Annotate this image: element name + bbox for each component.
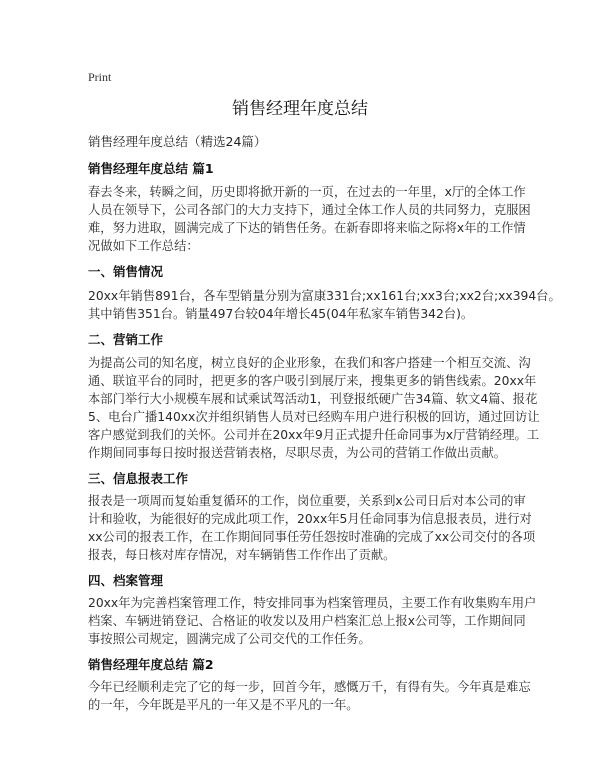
article-1-heading: 销售经理年度总结 篇1 xyxy=(88,161,214,176)
text-line: 人员在领导下，公司各部门的大力支持下，通过全体工作人员的共同努力，克服困 xyxy=(88,203,531,217)
section-reports-heading: 三、信息报表工作 xyxy=(88,471,189,486)
article-1-intro xyxy=(88,183,531,255)
text-line: 本部门举行大小规模车展和试乘试驾活动1，刊登报纸硬广告34篇、软文4篇、报花 xyxy=(88,392,538,406)
text-line: 为提高公司的知名度，树立良好的企业形象，在我们和客户搭建一个相互交流、沟 xyxy=(88,356,531,370)
text-line: xx公司的报表工作，在工作期间同事任劳任怨按时准确的完成了xx公司交付的各项 xyxy=(88,530,536,544)
text-line: 5、电台广播140xx次并组织销售人员对已经购车用户进行积极的回访，通过回访让 xyxy=(88,410,540,424)
section-sales-text xyxy=(88,287,561,323)
section-archive-heading: 四、档案管理 xyxy=(88,573,164,588)
text-line: 报表是一项周而复始重复循环的工作，岗位重要，关系到x公司日后对本公司的审 xyxy=(88,494,526,508)
text-line: 春去冬来，转瞬之间，历史即将掀开新的一页，在过去的一年里，x厅的全体工作 xyxy=(88,185,526,199)
text-line: 作期间同事每日按时报送营销表格，尽职尽责，为公司的营销工作做出贡献。 xyxy=(88,446,507,460)
text-line: 况做如下工作总结： xyxy=(88,239,199,253)
text-line: 客户感觉到我们的关怀。公司并在20xx年9月正式提升任命同事为x厅营销经理。工 xyxy=(88,428,540,442)
section-marketing-heading: 二、营销工作 xyxy=(88,332,164,347)
text-line: 20xx年销售891台，各车型销量分别为富康331台;xx161台;xx3台;xx2台;xx394台。 xyxy=(88,289,561,303)
text-line: 报表，每日核对库存情况，对车辆销售工作作出了贡献。 xyxy=(88,548,396,562)
text-line: 事按照公司规定，圆满完成了公司交代的工作任务。 xyxy=(88,632,371,646)
document-subtitle: 销售经理年度总结（精选24篇） xyxy=(88,134,267,149)
text-line: 档案、车辆进销登记、合格证的收发以及用户档案汇总上报x公司等，工作期间同 xyxy=(88,614,526,628)
text-line: 的一年，今年既是平凡的一年又是不平凡的一年。 xyxy=(88,698,359,712)
section-reports-text xyxy=(88,492,536,564)
page-title: 销售经理年度总结 xyxy=(232,99,368,119)
print-label: Print xyxy=(88,70,112,84)
section-archive-text xyxy=(88,594,537,648)
text-line: 计和验收，为能很好的完成此项工作，20xx年5月任命同事为信息报表员，进行对 xyxy=(88,512,532,526)
text-line: 难，努力进取，圆满完成了下达的销售任务。在新春即将来临之际将x年的工作情 xyxy=(88,221,526,235)
text-line: 今年已经顺利走完了它的每一步，回首今年，感慨万千，有得有失。今年真是难忘 xyxy=(88,680,531,694)
article-2-heading: 销售经理年度总结 篇2 xyxy=(88,657,214,672)
article-2-intro xyxy=(88,678,531,714)
section-marketing-text xyxy=(88,354,540,462)
text-line: 20xx年为完善档案管理工作，特安排同事为档案管理员，主要工作有收集购车用户 xyxy=(88,596,537,610)
section-sales-heading: 一、销售情况 xyxy=(88,264,164,279)
text-line: 其中销售351台。销量497台较04年增长45(04年私家车销售342台)。 xyxy=(88,307,474,321)
text-line: 通、联谊平台的同时，把更多的客户吸引到展厅来，搜集更多的销售线索。20xx年 xyxy=(88,374,537,388)
